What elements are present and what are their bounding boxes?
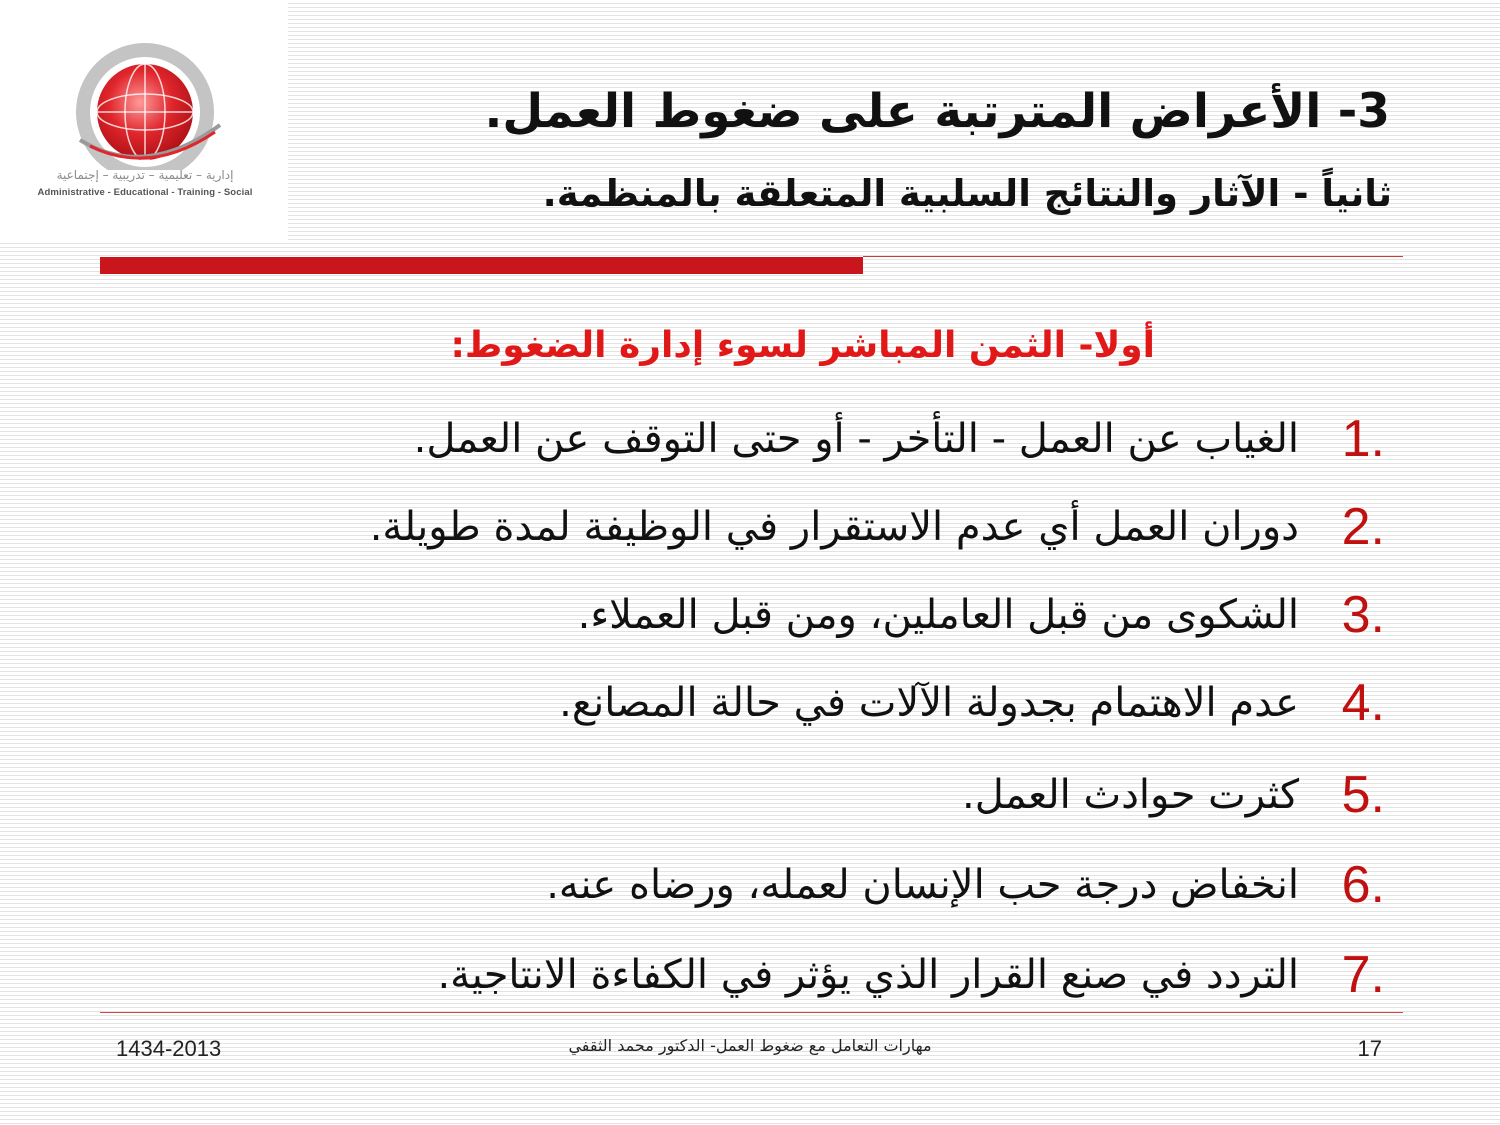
- list-item-text: كثرت حوادث العمل.: [962, 772, 1299, 818]
- list-item-number: 4.: [1341, 674, 1385, 732]
- list-item: [85, 935, 1385, 1015]
- section-heading: أولا- الثمن المباشر لسوء إدارة الضغوط:: [450, 325, 1155, 366]
- list-item: [85, 487, 1385, 567]
- list-item: [85, 663, 1385, 743]
- list-item-text: الشكوى من قبل العاملين، ومن قبل العملاء.: [577, 592, 1299, 638]
- slide-title: 3- الأعراض المترتبة على ضغوط العمل.: [484, 84, 1390, 139]
- list-item-text: انخفاض درجة حب الإنسان لعمله، ورضاه عنه.: [546, 862, 1299, 908]
- list-item-number: 7.: [1341, 946, 1385, 1004]
- list-item: [85, 399, 1385, 479]
- list-item-text: دوران العمل أي عدم الاستقرار في الوظيفة لمدة طويلة.: [369, 504, 1299, 550]
- logo-english-tagline: Administrative - Educational - Training - Social: [37, 187, 253, 198]
- list-item: [85, 575, 1385, 655]
- logo-arabic-tagline: إدارية – تعليمية – تدريبية – إجتماعية: [56, 168, 234, 182]
- footer-date: 1434-2013: [116, 1036, 222, 1061]
- list-item-text: الغياب عن العمل - التأخر - أو حتى التوقف عن العمل.: [413, 416, 1299, 462]
- list-item-number: 5.: [1341, 766, 1385, 824]
- list-item-number: 6.: [1341, 856, 1385, 914]
- list-item-number: 2.: [1341, 498, 1385, 556]
- list-item-number: 1.: [1341, 410, 1385, 468]
- slide-subtitle: ثانياً - الآثار والنتائج السلبية المتعلقة بالمنظمة.: [542, 172, 1392, 215]
- list-item-number: 3.: [1341, 586, 1385, 644]
- list-item-text: التردد في صنع القرار الذي يؤثر في الكفاءة الانتاجية.: [437, 952, 1299, 998]
- footer-divider-line: [100, 1012, 1403, 1013]
- footer-caption: مهارات التعامل مع ضغوط العمل- الدكتور محمد الثقفي: [568, 1036, 932, 1055]
- list-item: [85, 845, 1385, 925]
- list-item-text: عدم الاهتمام بجدولة الآلات في حالة المصانع.: [559, 680, 1299, 726]
- page-number: 17: [1357, 1036, 1382, 1061]
- list-item: [85, 755, 1385, 835]
